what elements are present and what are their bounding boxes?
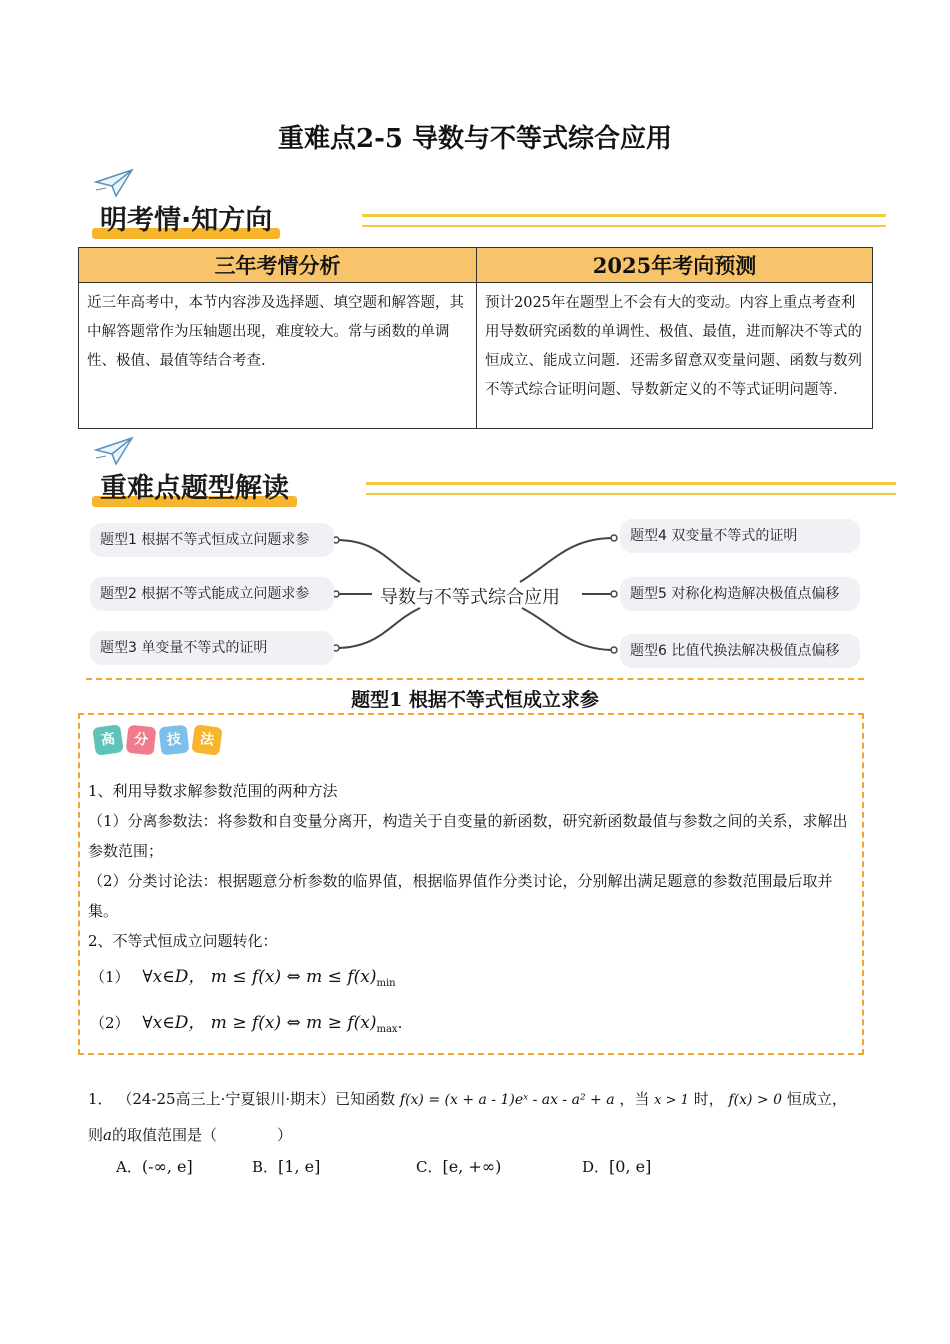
method-line-3: （2）分类讨论法：根据题意分析参数的临界值，根据临界值作分类讨论，分别解出满足题意的参数范围最后取并集。 xyxy=(88,872,833,920)
mindmap-node-type3: 题型3 单变量不等式的证明 xyxy=(90,631,334,665)
formula-2 xyxy=(90,1008,402,1035)
formula-1-text: ∀x∈D， m ≤ f(x) ⇔ m ≤ f(x) xyxy=(142,967,377,987)
question-1-function: f(x) = (x + a - 1)eˣ - ax - a² + a xyxy=(399,1092,615,1108)
formula-1-sub: min xyxy=(376,978,396,989)
option-a[interactable] xyxy=(116,1156,193,1177)
page-title: 重难点2-5 导数与不等式综合应用 xyxy=(277,124,673,154)
badge-group xyxy=(94,726,221,754)
mindmap-node-type6: 题型6 比值代换法解决极值点偏移 xyxy=(620,634,860,668)
dashed-divider xyxy=(86,678,864,680)
section-heading-1: 明考情·知方向 xyxy=(100,205,273,236)
table-cell-analysis: 近三年高考中，本节内容涉及选择题、填空题和解答题，其中解答题常作为压轴题出现，难度较大。常与函数的单调性、极值、最值等结合考查. xyxy=(79,283,477,429)
section-banner-1 xyxy=(92,196,280,241)
type1-heading: 题型1 根据不等式恒成立求参 xyxy=(351,689,599,711)
question-1-cond-1: ，当 xyxy=(619,1090,650,1108)
formula-1 xyxy=(90,962,396,989)
question-1-source: （24-25高三上·宁夏银川·期末）已知函数 xyxy=(117,1090,396,1108)
question-1-line2-a: 则 xyxy=(88,1126,104,1144)
method-line-4: 2、不等式恒成立问题转化： xyxy=(88,932,278,950)
section-rule-2 xyxy=(366,482,896,495)
table-header-forecast: 2025年考向预测 xyxy=(477,248,873,283)
option-d-label: D． xyxy=(582,1158,610,1176)
option-c-value: [e, +∞) xyxy=(442,1157,502,1176)
question-1-cond-f: f(x) > 0 xyxy=(728,1092,783,1108)
mindmap-node-type1: 题型1 根据不等式恒成立问题求参 xyxy=(90,523,334,557)
option-b-value: [1, e] xyxy=(278,1157,321,1176)
badge-fen: 分 xyxy=(126,725,157,756)
section-rule-1 xyxy=(362,214,886,227)
option-b-label: B． xyxy=(252,1158,279,1176)
table-cell-forecast: 预计2025年在题型上不会有大的变动。内容上重点考查利用导数研究函数的单调性、极值、最值，进而解决不等式的恒成立、能成立问题．还需多留意双变量问题、函数与数列不等式综合证明问题、导数新定义的不等式证明问题等. xyxy=(477,283,873,429)
option-c-label: C． xyxy=(416,1158,443,1176)
mindmap-node-type4: 题型4 双变量不等式的证明 xyxy=(620,519,860,553)
method-text xyxy=(88,776,852,956)
question-1-line-1 xyxy=(88,1088,847,1109)
method-line-1: 1、利用导数求解参数范围的两种方法 xyxy=(88,782,338,800)
question-1-line-2 xyxy=(88,1124,292,1145)
option-c[interactable] xyxy=(416,1156,501,1177)
mindmap-node-type2: 题型2 根据不等式能成立问题求参 xyxy=(90,577,334,611)
badge-fa: 法 xyxy=(191,724,223,756)
option-d-value: [0, e] xyxy=(609,1157,652,1176)
analysis-table xyxy=(78,247,873,429)
section-banner-2 xyxy=(92,464,297,509)
question-1-line2-b: 的取值范围是（ ） xyxy=(111,1126,292,1144)
mindmap-center: 导数与不等式综合应用 xyxy=(380,587,560,608)
mindmap-node-type5: 题型5 对称化构造解决极值点偏移 xyxy=(620,577,860,611)
formula-2-label: （2） xyxy=(90,1014,130,1032)
formula-2-sub: max xyxy=(376,1024,398,1035)
question-1-cond-3: 恒成立， xyxy=(786,1090,847,1108)
option-b[interactable] xyxy=(252,1156,320,1177)
formula-1-label: （1） xyxy=(90,968,130,986)
question-1-cond-2: 时， xyxy=(693,1090,724,1108)
question-1-line2-var: a xyxy=(103,1126,112,1144)
formula-2-end: . xyxy=(397,1014,403,1032)
option-d[interactable] xyxy=(582,1156,651,1177)
question-1-number: 1． xyxy=(88,1090,113,1108)
section-heading-2: 重难点题型解读 xyxy=(100,473,289,504)
badge-ji: 技 xyxy=(159,725,190,756)
method-line-2: （1）分离参数法：将参数和自变量分离开，构造关于自变量的新函数，研究新函数最值与参数之间的关系，求解出参数范围； xyxy=(88,812,848,860)
option-a-label: A． xyxy=(116,1158,142,1176)
formula-2-text: ∀x∈D， m ≥ f(x) ⇔ m ≥ f(x) xyxy=(142,1013,377,1033)
table-header-analysis: 三年考情分析 xyxy=(79,248,477,283)
option-a-value: (-∞, e] xyxy=(141,1157,193,1176)
badge-gao: 高 xyxy=(92,724,124,756)
question-1-cond-x: x > 1 xyxy=(654,1093,689,1108)
